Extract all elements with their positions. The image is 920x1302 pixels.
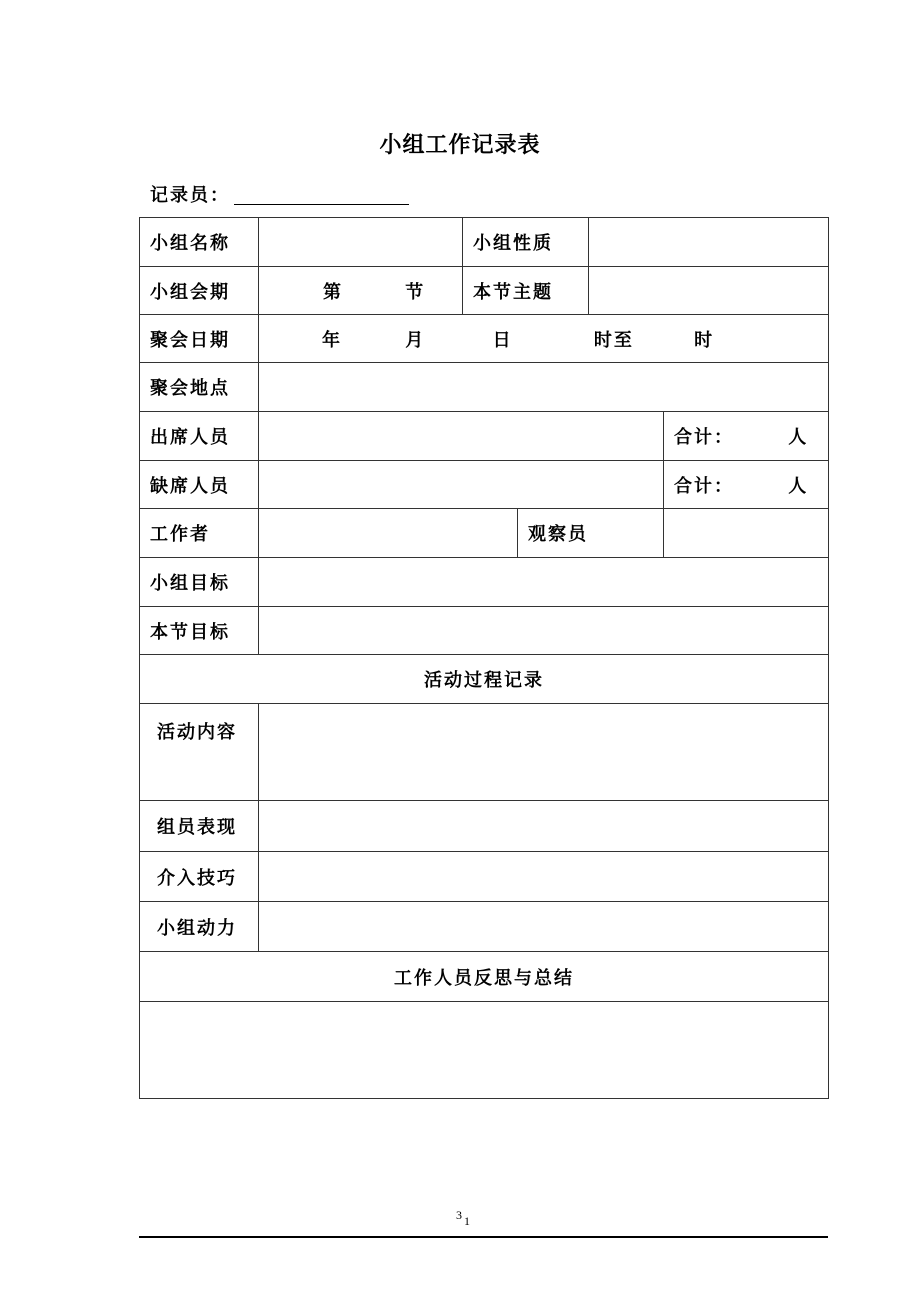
attendees-total-label: 合计： xyxy=(674,427,734,448)
group-goal-field[interactable] xyxy=(259,558,829,607)
session-topic-label: 本节主题 xyxy=(463,267,589,315)
record-table xyxy=(139,217,829,1099)
meeting-date-label: 聚会日期 xyxy=(140,315,259,363)
table-row xyxy=(140,902,829,952)
group-dynamics-field[interactable] xyxy=(259,902,829,952)
observer-field[interactable] xyxy=(664,509,829,558)
attendees-label: 出席人员 xyxy=(140,412,259,461)
reflection-field[interactable] xyxy=(140,1002,829,1099)
group-name-field[interactable] xyxy=(259,218,463,267)
table-row xyxy=(140,607,829,655)
table-row xyxy=(140,461,829,509)
session-jie: 节 xyxy=(405,281,426,303)
page-title: 小组工作记录表 xyxy=(379,132,541,158)
session-label: 小组会期 xyxy=(140,267,259,315)
footer-divider xyxy=(139,1236,828,1238)
date-month: 月 xyxy=(405,329,426,351)
table-row xyxy=(140,267,829,315)
recorder-input-line[interactable] xyxy=(234,204,409,205)
intervention-skills-field[interactable] xyxy=(259,852,829,902)
recorder-label: 记录员： xyxy=(150,185,230,206)
table-row xyxy=(140,558,829,607)
intervention-skills-label: 介入技巧 xyxy=(140,852,259,902)
absentees-unit: 人 xyxy=(788,475,809,497)
table-row xyxy=(140,952,829,1002)
absentees-field[interactable] xyxy=(259,461,664,509)
session-field[interactable] xyxy=(259,267,463,315)
table-row xyxy=(140,801,829,852)
session-goal-label: 本节目标 xyxy=(140,607,259,655)
attendees-total-cell[interactable] xyxy=(664,412,829,461)
meeting-place-field[interactable] xyxy=(259,363,829,412)
table-row xyxy=(140,509,829,558)
group-dynamics-label: 小组动力 xyxy=(140,902,259,952)
date-year: 年 xyxy=(322,329,342,351)
group-name-label: 小组名称 xyxy=(140,218,259,267)
group-nature-label: 小组性质 xyxy=(463,218,589,267)
table-row xyxy=(140,1002,829,1099)
attendees-unit: 人 xyxy=(788,427,809,448)
page-number-main: 3 xyxy=(456,1208,462,1222)
table-row xyxy=(140,218,829,267)
worker-label: 工作者 xyxy=(140,509,259,558)
group-nature-field[interactable] xyxy=(589,218,829,267)
session-goal-field[interactable] xyxy=(259,607,829,655)
date-time: 时 xyxy=(694,329,715,351)
process-section-header: 活动过程记录 xyxy=(140,655,829,704)
table-row xyxy=(140,655,829,704)
absentees-label: 缺席人员 xyxy=(140,461,259,509)
absentees-total-cell[interactable] xyxy=(664,461,829,509)
group-goal-label: 小组目标 xyxy=(140,558,259,607)
activity-content-label: 活动内容 xyxy=(140,704,259,801)
meeting-date-field[interactable] xyxy=(259,315,829,363)
table-row xyxy=(140,704,829,801)
session-topic-field[interactable] xyxy=(589,267,829,315)
session-di: 第 xyxy=(323,281,343,303)
reflection-section-header: 工作人员反思与总结 xyxy=(140,952,829,1002)
date-time-to: 时至 xyxy=(593,329,634,351)
absentees-total-label: 合计： xyxy=(674,475,734,497)
activity-content-field[interactable] xyxy=(259,704,829,801)
member-performance-label: 组员表现 xyxy=(140,801,259,852)
worker-field[interactable] xyxy=(259,509,518,558)
table-row xyxy=(140,315,829,363)
table-row xyxy=(140,852,829,902)
date-day: 日 xyxy=(492,329,513,351)
member-performance-field[interactable] xyxy=(259,801,829,852)
attendees-field[interactable] xyxy=(259,412,664,461)
observer-label: 观察员 xyxy=(518,509,664,558)
table-row xyxy=(140,412,829,461)
page-number-sub: 1 xyxy=(464,1214,470,1228)
meeting-place-label: 聚会地点 xyxy=(140,363,259,412)
page-number xyxy=(456,1208,470,1228)
table-row xyxy=(140,363,829,412)
